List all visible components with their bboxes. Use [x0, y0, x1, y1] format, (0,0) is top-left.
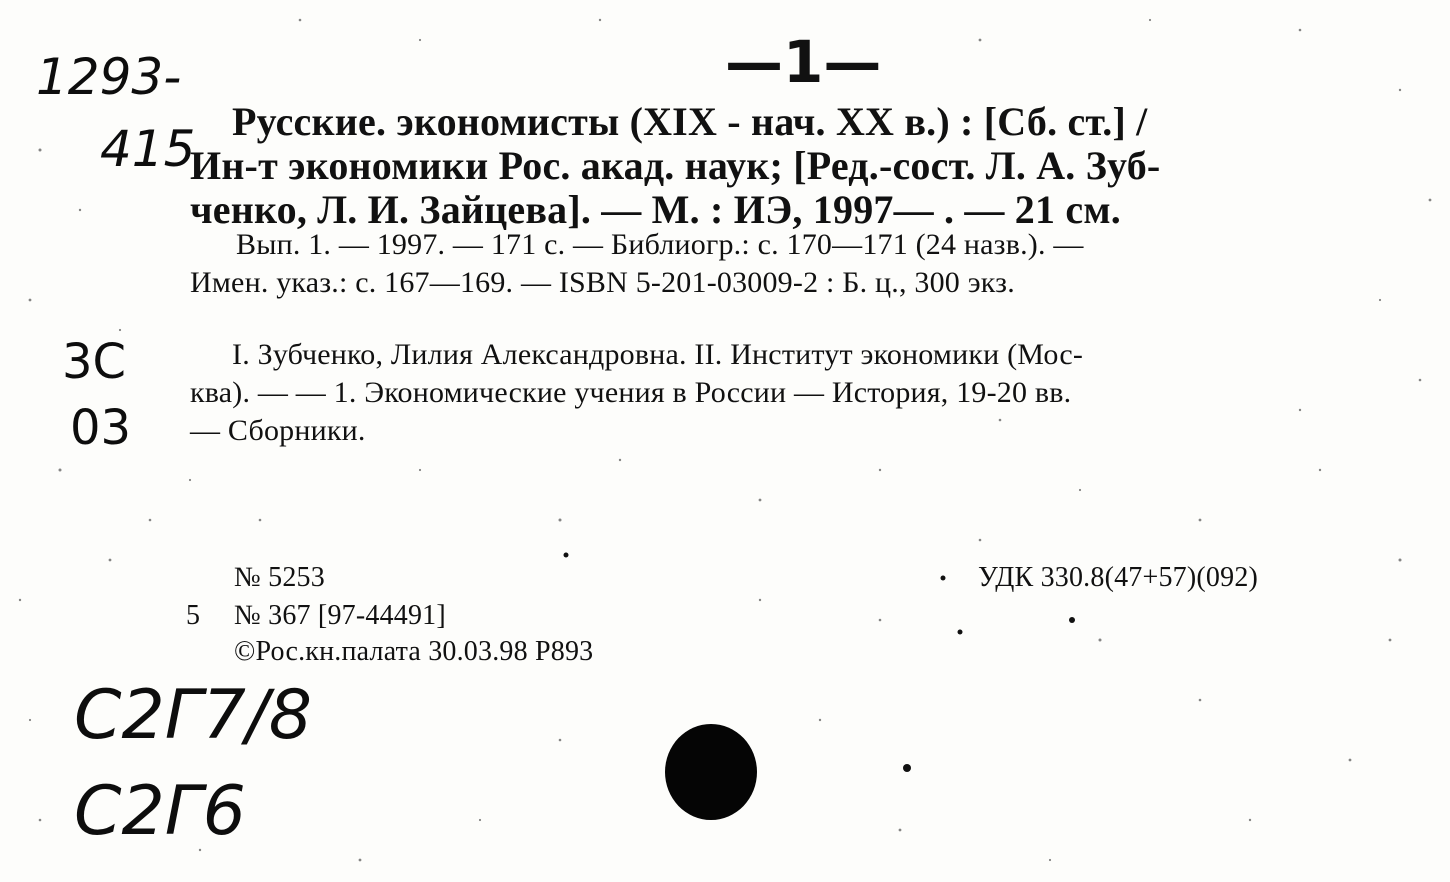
title-line-3: ченко, Л. И. Зайцева]. — М. : ИЭ, 1997— . — 21 см. — [190, 187, 1121, 232]
bottom-code-1: С2Г7/8 — [74, 676, 313, 755]
title-line-1: Русские. экономисты (XIX - нач. XX в.) : [Сб. ст.] / — [232, 99, 1148, 144]
book-chamber-stamp: ©Рос.кн.палата 30.03.98 Р893 — [234, 636, 594, 667]
tracing-line-1: I. Зубченко, Лилия Александровна. II. Институт экономики (Мос- — [232, 338, 1084, 371]
page-marker: —1— — [725, 28, 882, 96]
shelf-mark-bottom: 415 — [100, 120, 196, 178]
shelf-mark-top: 1293- — [36, 48, 182, 106]
punch-hole — [665, 724, 757, 820]
margin-code-2: 03 — [70, 400, 132, 456]
record-number-1: № 5253 — [234, 562, 325, 593]
volume-line-2: Имен. указ.: с. 167—169. — ISBN 5-201-03009-2 : Б. ц., 300 экз. — [190, 266, 1015, 299]
tracing-line-3: — Сборники. — [190, 414, 366, 447]
tracing-line-2: ква). — — 1. Экономические учения в России — История, 19-20 вв. — [190, 376, 1072, 409]
title-line-2: Ин-т экономики Рос. акад. наук; [Ред.-сост. Л. А. Зуб- — [190, 143, 1161, 188]
udc-code: УДК 330.8(47+57)(092) — [978, 562, 1259, 593]
record-prefix: 5 — [186, 600, 201, 631]
bottom-code-2: С2Г6 — [74, 772, 246, 851]
volume-line-1: Вып. 1. — 1997. — 171 с. — Библиогр.: с. 170—171 (24 назв.). — — [236, 228, 1084, 261]
record-number-2: № 367 [97-44491] — [234, 600, 446, 631]
margin-code-1: 3С — [62, 334, 127, 390]
